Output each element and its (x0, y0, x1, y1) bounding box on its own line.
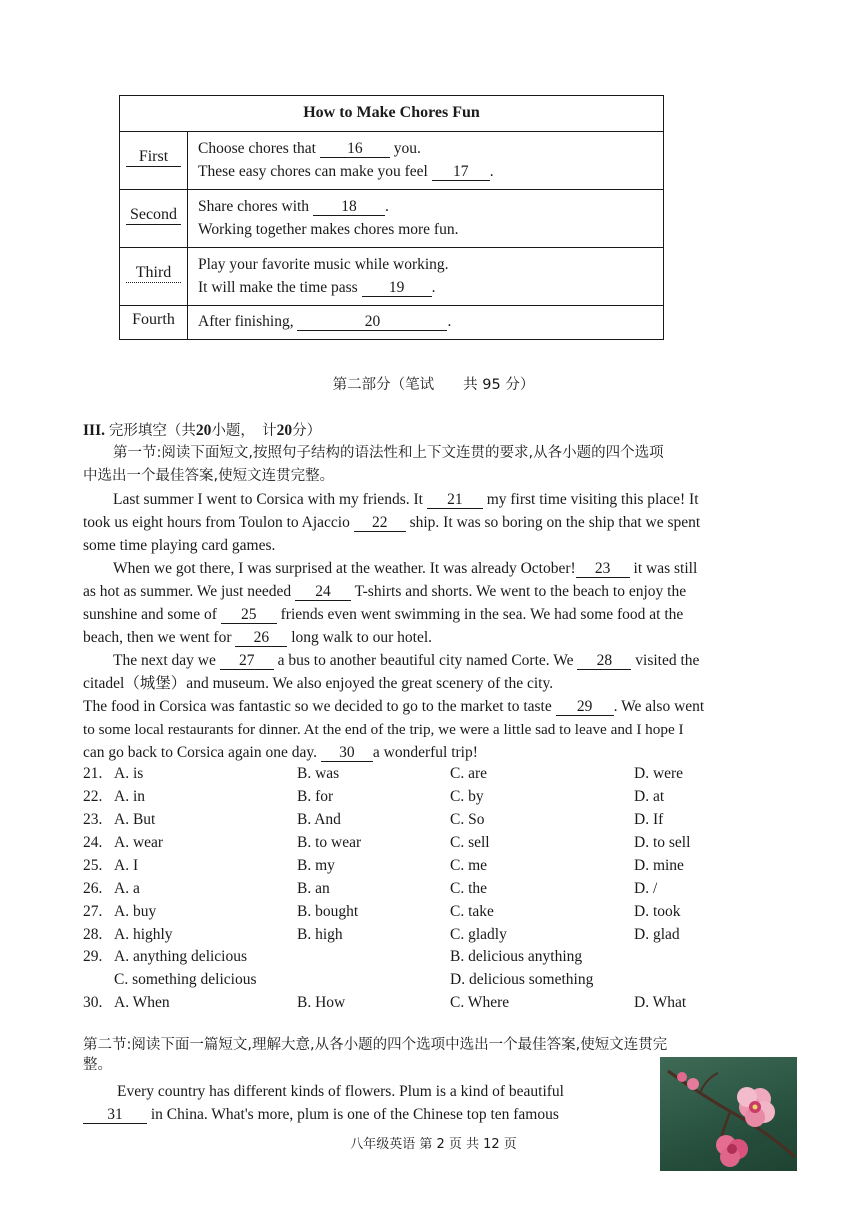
option-c: C. Where (450, 994, 510, 1011)
table-row: Third Play your favorite music while working. It will make the time pass 19 . (120, 247, 663, 306)
blank-27: 27 (220, 652, 274, 670)
option-b: B. my (297, 857, 335, 874)
option-d: D. to sell (634, 834, 691, 851)
option-b: B. high (297, 926, 343, 943)
passage-line: beach, then we went for 26 long walk to our hotel. (83, 629, 433, 646)
blank-30: 30 (321, 744, 373, 762)
option-a: A. buy (114, 903, 157, 920)
option-b: B. to wear (297, 834, 362, 851)
part-two-title: 第二部分（笔试 共 95 分） (332, 377, 535, 393)
option-c: C. So (450, 811, 485, 828)
passage-line: Every country has different kinds of flowers. Plum is a kind of beautiful (117, 1083, 564, 1100)
option-b: B. for (297, 788, 334, 805)
passage-line: as hot as summer. We just needed 24 T-shirts and shorts. We went to the beach to enjoy the (83, 583, 687, 600)
option-a: A. highly (114, 926, 173, 943)
option-b: B. bought (297, 903, 359, 920)
option-a: A. in (114, 788, 145, 805)
passage-line: sunshine and some of 25 friends even went swimming in the sea. We had some food at the (83, 606, 684, 623)
chores-table (119, 95, 664, 340)
row-label: First (126, 148, 181, 167)
instruction-line: 中选出一个最佳答案,使短文连贯完整。 (83, 468, 335, 484)
option-c: C. the (450, 880, 488, 897)
passage-line: Last summer I went to Corsica with my friends. It 21 my first time visiting this place! It (113, 491, 699, 508)
option-b: B. And (297, 811, 341, 828)
table-row: First Choose chores that 16 you. These easy chores can make you feel 17 . (120, 131, 663, 190)
blank-24: 24 (295, 583, 351, 601)
passage-line: some time playing card games. (83, 537, 276, 554)
option-b: B. delicious anything (450, 948, 583, 965)
option-c: C. something delicious (114, 971, 257, 988)
passage-line: The next day we 27 a bus to another beautiful city named Corte. We 28 visited the (113, 652, 700, 669)
blank-16: 16 (320, 140, 390, 158)
table-row: Fourth After finishing, 20 . (120, 305, 663, 339)
option-d: D. What (634, 994, 687, 1011)
passage-line: The food in Corsica was fantastic so we decided to go to the market to taste 29 . We also went (83, 698, 705, 715)
row-label: Third (126, 264, 181, 283)
option-d: D. at (634, 788, 665, 805)
option-b: B. was (297, 765, 340, 782)
passage-line: citadel（城堡）and museum. We also enjoyed the great scenery of the city. (83, 675, 554, 692)
blank-31: 31 (83, 1106, 147, 1124)
page-footer: 八年级英语 第 2 页 共 12 页 (350, 1137, 517, 1152)
plum-blossom-icon (660, 1057, 797, 1171)
blank-25: 25 (221, 606, 277, 624)
passage-line: took us eight hours from Toulon to Ajaccio 22 ship. It was so boring on the ship that we spent (83, 514, 701, 531)
option-c: C. me (450, 857, 488, 874)
option-c: C. take (450, 903, 494, 920)
instruction-line: 第二节:阅读下面一篇短文,理解大意,从各小题的四个选项中选出一个最佳答案,使短文连贯完 (83, 1037, 668, 1053)
option-d: D. / (634, 880, 658, 897)
row-label: Fourth (132, 311, 175, 328)
table-title: How to Make Chores Fun (120, 96, 663, 132)
options-list: 21. A. is B. was C. are D. were 22. A. in B. for C. by D. at 23. A. But B. And C. So D. If 24. A. wear B. to wear C. sell D. to sell 25. A. I B. my C. me D. mine 26. A. a B. an C. the D. / 27. A. buy B. bought C. take D. took 28. A. highly B. high C. gladly D. glad (0, 762, 867, 946)
option-b: B. How (297, 994, 346, 1011)
blank-29: 29 (556, 698, 614, 716)
blank-22: 22 (354, 514, 406, 532)
blank-18: 18 (313, 198, 385, 216)
option-c: C. are (450, 765, 488, 782)
blank-26: 26 (235, 629, 287, 647)
option-b: B. an (297, 880, 330, 897)
option-d: D. were (634, 765, 684, 782)
option-d: D. delicious something (450, 971, 594, 988)
option-d: D. If (634, 811, 664, 828)
passage-line: When we got there, I was surprised at the weather. It was already October! 23 it was still (113, 560, 698, 577)
passage-line: can go back to Corsica again one day. 30 a wonderful trip! (83, 744, 478, 761)
option-d: D. mine (634, 857, 684, 874)
row-label: Second (126, 206, 181, 225)
option-a: A. But (114, 811, 156, 828)
option-c: C. by (450, 788, 484, 805)
option-a: A. wear (114, 834, 164, 851)
section-heading: III. 完形填空（共20小题， 计20分） (83, 422, 322, 439)
option-a: A. a (114, 880, 140, 897)
option-a: A. I (114, 857, 139, 874)
blank-20: 20 (297, 313, 447, 331)
option-a: A. is (114, 765, 144, 782)
option-c: C. sell (450, 834, 490, 851)
table-row: Second Share chores with 18 . Working together makes chores more fun. (120, 189, 663, 248)
passage-line: to some local restaurants for dinner. At the end of the trip, we were a little sad to leave and I hope I (83, 721, 684, 738)
option-d: D. glad (634, 926, 680, 943)
option-c: C. gladly (450, 926, 507, 943)
plum-blossom-photo (660, 1057, 797, 1171)
blank-21: 21 (427, 491, 483, 509)
instruction-line: 整。 (83, 1057, 112, 1073)
option-a: A. anything delicious (114, 948, 248, 965)
blank-17: 17 (432, 163, 490, 181)
option-a: A. When (114, 994, 170, 1011)
blank-23: 23 (576, 560, 630, 578)
passage-line: 31 in China. What's more, plum is one of the Chinese top ten famous (83, 1103, 559, 1126)
blank-28: 28 (577, 652, 631, 670)
blank-19: 19 (362, 279, 432, 297)
instruction-line: 第一节:阅读下面短文,按照句子结构的语法性和上下文连贯的要求,从各小题的四个选项 (113, 445, 664, 461)
option-d: D. took (634, 903, 681, 920)
